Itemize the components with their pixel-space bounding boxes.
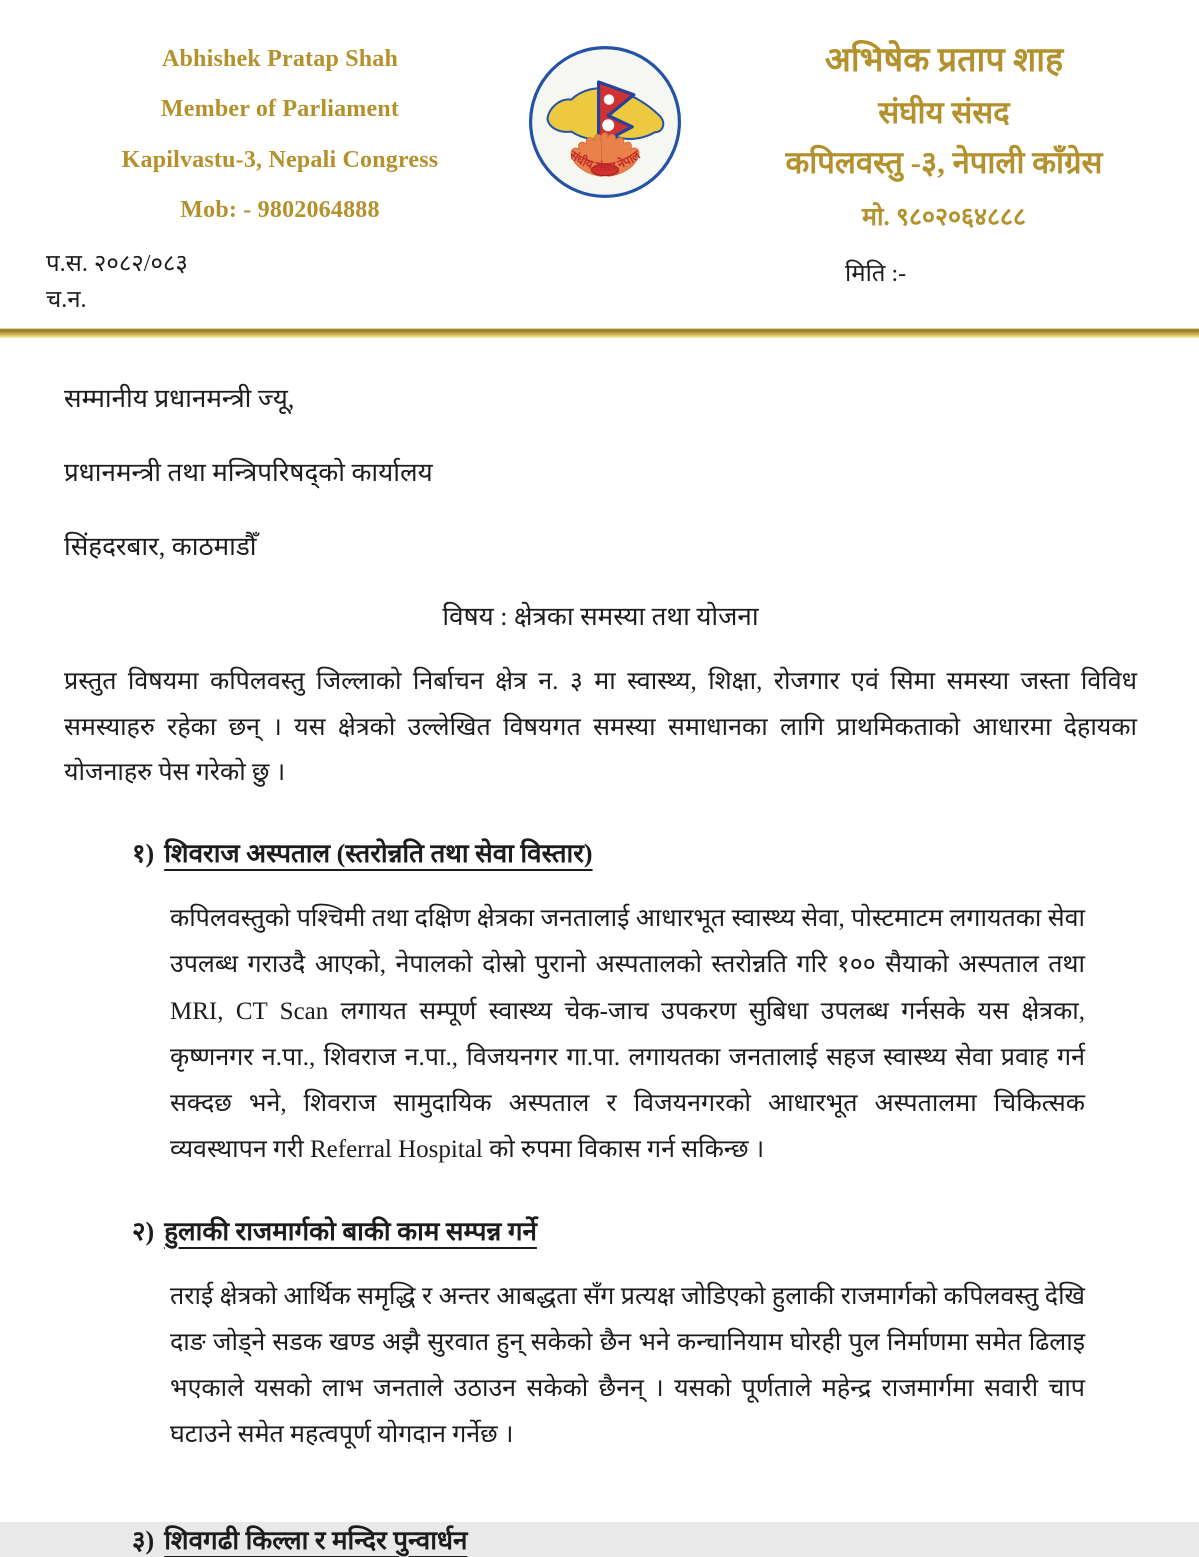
letterhead [0,0,1199,238]
date-label: मिति :- [845,260,907,287]
parliament-logo [525,42,685,207]
section-2-heading [132,1212,1137,1248]
dispatch-number: च.न. [46,286,87,313]
addressee-line-2: प्रधानमन्त्री तथा मन्त्रिपरिषद्को कार्यालय [64,457,433,487]
letterhead-nepali-block [719,34,1169,238]
section-3-heading [132,1521,1137,1557]
section-2 [64,1212,1137,1459]
mp-mobile-nepali: मो. ९८०२०६४८८८ [862,203,1026,231]
mp-name-nepali: अभिषेक प्रताप शाह [824,42,1064,79]
gold-divider [0,328,1199,338]
section-2-number: २) [132,1216,155,1246]
section-3-title: शिवगढी किल्ला र मन्दिर पुन्वार्धन [164,1525,468,1555]
section-2-body: तराई क्षेत्रको आर्थिक समृद्धि र अन्तर आबद्धता सँग प्रत्यक्ष जोडिएको हुलाकी राजमार्गको कपिलवस्तु देखि दाङ जोड्ने सडक खण्ड अझै सुरवात हुन् सकेको छैन भने कन्चानियाम घोरही पुल निर्माणमा समेत ढिलाइ भएकाले यसको लाभ जनताले उठाउन सकेको छैनन् । यसको पूर्णताले महेन्द्र राजमार्गमा सवारी चाप घटाउने समेत महत्वपूर्ण योगदान गर्नेछ । [170,1282,1085,1449]
addressee-line-1: सम्मानीय प्रधानमन्त्री ज्यू, [64,383,295,413]
reference-row [0,238,1199,324]
reference-number: प.स. २०८२/०८३ [46,250,188,277]
intro-paragraph: प्रस्तुत विषयमा कपिलवस्तु जिल्लाको निर्बाचन क्षेत्र न. ३ मा स्वास्थ्य, शिक्षा, रोजगार एवं सिमा समस्या जस्ता विविध समस्याहरु रहेका छन् । यस क्षेत्रको उल्लेखित विषयगत समस्या समाधानका लागि प्राथमिकताको आधारमा देहायका योजनाहरु पेस गरेको छु । [64,667,1137,787]
federal-parliament-seal-icon [525,42,685,202]
mp-name-english: Abhishek Pratap Shah [161,46,399,72]
mp-title-english: Member of Parliament [160,96,400,123]
section-1-number: १) [132,839,155,868]
mp-constituency-english: Kapilvastu-3, Nepali Congress [121,146,439,173]
subject-line: विषय : क्षेत्रका समस्या तथा योजना [442,601,759,631]
section-2-title: हुलाकी राजमार्गको बाकी काम सम्पन्न गर्ने [164,1216,537,1246]
section-1-heading [132,834,1137,870]
mp-mobile-english: Mob: - 9802064888 [180,197,380,224]
section-3 [64,1521,1137,1557]
mp-constituency-nepali: कपिलवस्तु -३, नेपाली काँग्रेस [785,144,1103,180]
letterhead-english-block [70,34,490,236]
letter-content [0,338,1199,1557]
section-1-title: शिवराज अस्पताल (स्तरोन्नति तथा सेवा विस्तार) [164,839,593,868]
section-1-body: कपिलवस्तुको पश्चिमी तथा दक्षिण क्षेत्रका जनतालाई आधारभूत स्वास्थ्य सेवा, पोस्टमाटम लगायतका सेवा उपलब्ध गराउदै आएको, नेपालको दोस्रो पुरानो अस्पतालको स्तरोन्नति गरि १०० सैयाको अस्पताल तथा MRI, CT Scan लगायत सम्पूर्ण स्वास्थ्य चेक-जाच उपकरण सुबिधा उपलब्ध गर्नसके यस क्षेत्रका, कृष्णनगर न.पा., शिवराज न.पा., विजयनगर गा.पा. लगायतका जनतालाई सहज स्वास्थ्य सेवा प्रवाह गर्न सक्दछ भने, शिवराज सामुदायिक अस्पताल र विजयनगरको आधारभूत अस्पतालमा चिकित्सक व्यवस्थापन गरी Referral Hospital को रुपमा विकास गर्न सकिन्छ । [170,905,1085,1164]
mp-title-nepali: संघीय संसद [878,95,1010,131]
section-1 [64,834,1137,1174]
logo-caption: संघीय संसद नेपाल [566,147,643,174]
section-3-number: ३) [132,1525,155,1555]
addressee-line-3: सिंहदरबार, काठमाडौँ [64,532,257,562]
